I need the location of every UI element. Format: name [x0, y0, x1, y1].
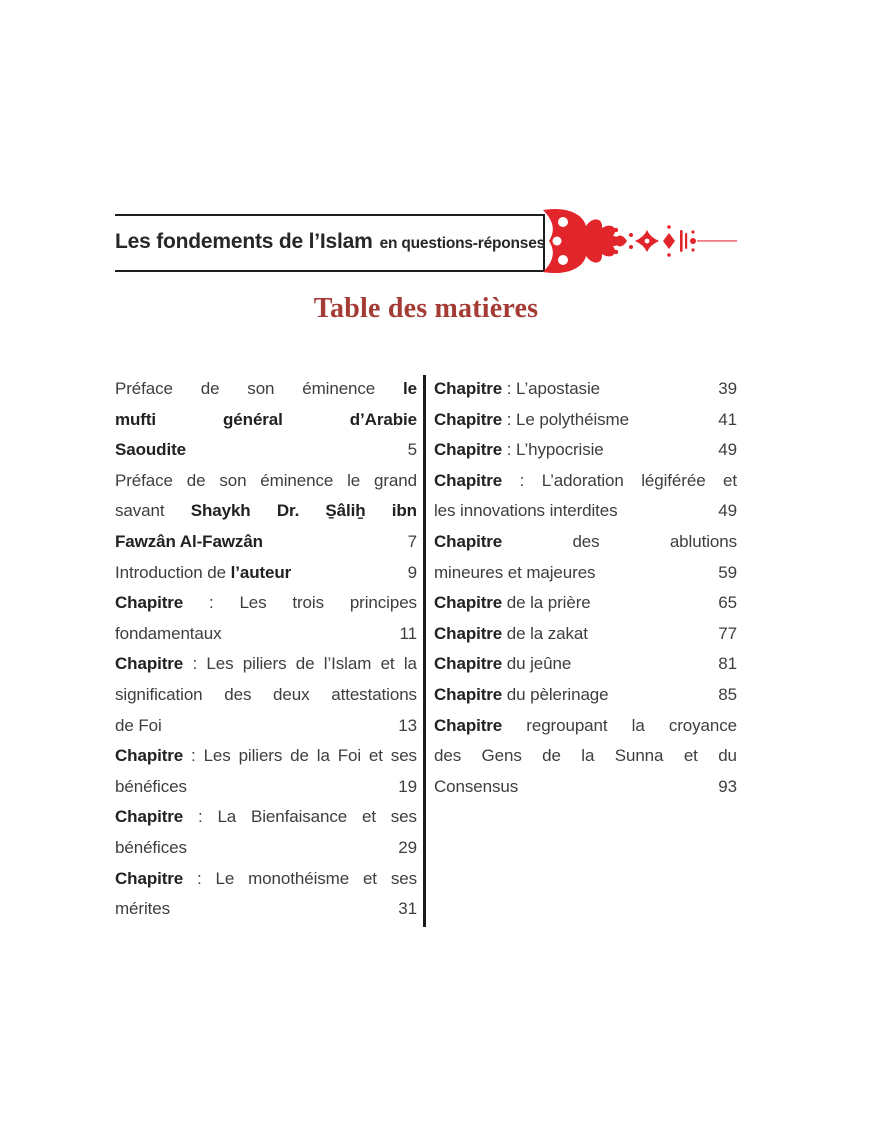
toc-entry — [115, 864, 417, 925]
toc-entry — [115, 649, 417, 741]
page-number: 7 — [407, 531, 417, 551]
page-number: 11 — [399, 623, 417, 643]
toc-line — [115, 772, 417, 803]
page-number: 49 — [718, 440, 737, 460]
toc-line: Préface de son éminence le grand — [115, 470, 417, 490]
toc-left-column — [115, 374, 417, 925]
page-number: 65 — [718, 593, 737, 613]
toc-entry-text: Chapitre : L’hypocrisie — [434, 440, 604, 460]
toc-entry — [434, 588, 737, 619]
page-number: 31 — [398, 899, 417, 919]
toc-entry — [434, 711, 737, 803]
page-number: 19 — [398, 776, 417, 796]
toc-line — [115, 619, 417, 650]
toc-entry — [434, 374, 737, 405]
toc-line — [434, 558, 737, 589]
arabesque-flourish-icon — [541, 206, 737, 276]
toc-entry — [434, 649, 737, 680]
toc-line: Chapitre des ablutions — [434, 531, 737, 551]
toc-entry — [434, 680, 737, 711]
toc-entry-text: Consensus — [434, 776, 519, 796]
toc-line — [434, 772, 737, 803]
page-number: 93 — [718, 776, 737, 796]
toc-entry-text: Chapitre : L’apostasie — [434, 379, 600, 398]
toc-line: signification des deux attestations — [115, 684, 417, 704]
toc-line — [115, 894, 417, 925]
page-header — [115, 214, 545, 272]
toc-line: Chapitre : L’adoration légiférée et — [434, 470, 737, 490]
toc-entry — [115, 558, 417, 589]
toc-line — [434, 588, 737, 619]
toc-line: Chapitre : Le monothéisme et ses — [115, 868, 417, 888]
header-text — [115, 230, 545, 254]
page-number: 49 — [718, 501, 737, 521]
page-number: 81 — [718, 654, 737, 674]
page-number: 29 — [398, 837, 417, 857]
toc-entry-text: Chapitre de la prière — [434, 593, 591, 613]
toc-entry-text: Fawzân Al-Fawzân — [115, 531, 263, 551]
toc-line: Chapitre : Les trois principes — [115, 593, 417, 613]
page-number: 59 — [718, 562, 737, 582]
book-title: Les fondements de l’Islam — [115, 230, 373, 253]
toc-line: Chapitre : Les piliers de la Foi et ses — [115, 746, 417, 766]
toc-entry-text: fondamentaux — [115, 623, 222, 643]
page-title: Table des matières — [313, 293, 539, 324]
toc-entry-text: Chapitre de la zakat — [434, 623, 588, 643]
toc-line: savant Shaykh Dr. S̱âliẖ ibn — [115, 501, 417, 521]
toc-entry-text: Introduction de l’auteur — [115, 562, 292, 582]
toc-line — [434, 496, 737, 527]
toc-line — [115, 527, 417, 558]
toc-line — [434, 649, 737, 680]
toc-entry-text: Chapitre du jeûne — [434, 654, 572, 674]
toc-line — [434, 374, 737, 405]
toc-entry-text: mérites — [115, 899, 171, 919]
toc-line — [115, 711, 417, 742]
toc-line — [434, 405, 737, 436]
toc-line — [434, 619, 737, 650]
toc-line: Chapitre : La Bienfaisance et ses — [115, 807, 417, 827]
toc-entry — [115, 466, 417, 558]
toc-entry — [434, 405, 737, 436]
toc-entry — [115, 741, 417, 802]
toc-entry-text: bénéfices — [115, 837, 187, 857]
toc-line: Préface de son éminence le — [115, 379, 417, 398]
book-subtitle: en questions-réponses — [379, 235, 546, 252]
toc-entry — [434, 527, 737, 588]
toc-line: des Gens de la Sunna et du — [434, 746, 737, 766]
toc-entry-text: Chapitre du pèlerinage — [434, 684, 609, 704]
page-number: 77 — [718, 623, 737, 643]
toc-entry — [115, 802, 417, 863]
toc-line — [434, 680, 737, 711]
toc-entry — [434, 466, 737, 527]
toc-line — [434, 435, 737, 466]
toc-line: mufti général d’Arabie — [115, 409, 417, 429]
page-number: 9 — [407, 562, 417, 582]
toc-entry-text: de Foi — [115, 715, 162, 735]
toc-right-column — [434, 374, 737, 802]
toc-entry-text: Chapitre : Le polythéisme — [434, 409, 629, 429]
page-number: 39 — [718, 379, 737, 398]
page-number: 5 — [407, 440, 417, 460]
toc-entry-text: mineures et majeures — [434, 562, 596, 582]
column-divider — [423, 375, 426, 927]
page-number: 41 — [718, 409, 737, 429]
toc-entry — [115, 588, 417, 649]
toc-line — [115, 558, 417, 589]
toc-entry — [434, 619, 737, 650]
page-number: 13 — [398, 715, 417, 735]
toc-line — [115, 435, 417, 466]
toc-line — [115, 833, 417, 864]
toc-entry-text: Saoudite — [115, 440, 186, 460]
toc-entry — [115, 374, 417, 466]
toc-line: Chapitre regroupant la croyance — [434, 715, 737, 735]
toc-entry — [434, 435, 737, 466]
toc-entry-text: les innovations interdites — [434, 501, 618, 521]
toc-line: Chapitre : Les piliers de l’Islam et la — [115, 654, 417, 674]
page-number: 85 — [718, 684, 737, 704]
toc-entry-text: bénéfices — [115, 776, 187, 796]
